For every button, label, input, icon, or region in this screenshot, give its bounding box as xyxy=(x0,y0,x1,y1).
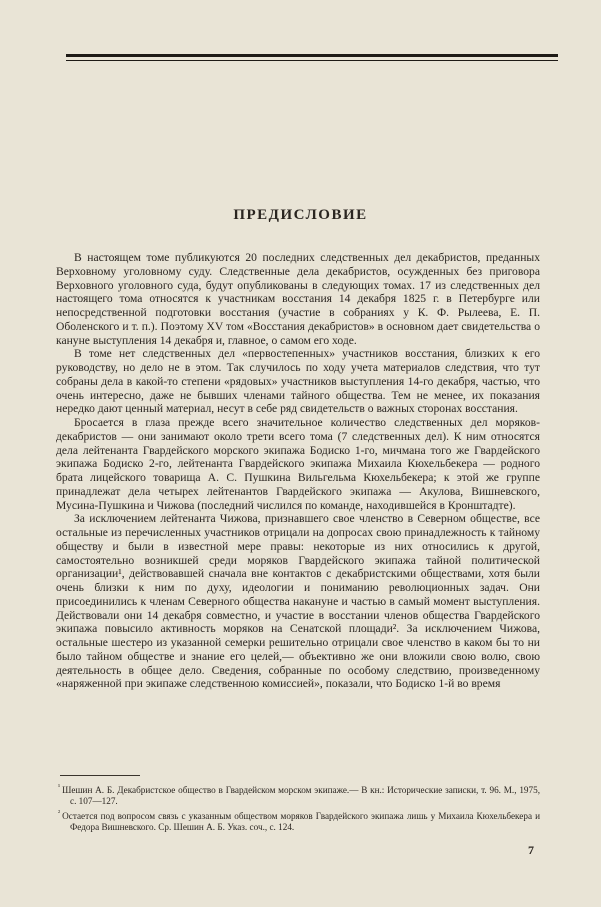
footnote-mark: ² xyxy=(58,809,61,818)
paragraph-2: В томе нет следственных дел «первостепенных» участников восстания, близких к его руководству, но дело не в этом. Так случилось по ходу учета материалов следствия, что тут собраны дела в какой-то степени «рядовых» участников выступления 14-го декабря, частью, что очень интересно, даже не бывших членами тайного общества. Тем не менее, их показания нередко дают ценный материал, несут в себе ряд свидетельств о важных сторонах восстания. xyxy=(56,347,540,416)
footnote-1 xyxy=(58,782,540,807)
page-title: ПРЕДИСЛОВИЕ xyxy=(233,207,368,223)
top-rule-thin xyxy=(66,60,558,61)
paragraph-1: В настоящем томе публикуются 20 последних следственных дел декабристов, преданных Верховному уголовному суду. Следственные дела декабристов, осужденных без приговора Верховного уголовного суда, будут опубликованы в следующих томах. 17 из следственных дел настоящего тома относятся к участникам восстания 14 декабря 1825 г. в Петербурге или непосредственной подготовки восстания (участие в собраниях у К. Ф. Рылеева, Е. П. Оболенского и т. п.). Поэтому XV том «Восстания декабристов» в основном дает свидетельства о кануне выступления 14 декабря и, главное, о самом его ходе. xyxy=(56,251,540,347)
top-rule-thick xyxy=(66,54,558,57)
main-text xyxy=(56,251,540,691)
footnotes xyxy=(58,782,540,834)
footnote-text: Остается под вопросом связь с указанным обществом моряков Гвардейского экипажа лишь у Михаила Кюхельбекера и Федора Вишневского. Ср. Шешин А. Б. Указ. соч., с. 124. xyxy=(62,811,540,833)
footnote-separator xyxy=(60,775,140,776)
footnote-mark: ¹ xyxy=(58,783,61,791)
paragraph-3: Бросается в глаза прежде всего значительное количество следственных дел моряков-декабристов — они занимают около трети всего тома (7 следственных дел). К ним относятся дела лейтенанта Гвардейского морского экипажа Бодиско 1-го, мичмана того же Гвардейского экипажа Бодиско 2-го, лейтенанта Гвардейского экипажа Михаила Кюхельбекера — родного брата лицейского товарища А. С. Пушкина Вильгельма Кюхельбекера; к этой же группе принадлежат дела четырех лейтенантов Гвардейского экипажа — Акулова, Вишневского, Мусина-Пушкина и Чижова (последний числился по команде, находившейся в Кронштадте). xyxy=(56,416,540,512)
footnote-2 xyxy=(58,808,540,833)
footnote-text: Шешин А. Б. Декабристское общество в Гвардейском морском экипаже.— В кн.: Исторические записки, т. 96. М., 1975, с. 107—127. xyxy=(62,785,540,807)
page-number: 7 xyxy=(528,843,534,857)
paragraph-4: За исключением лейтенанта Чижова, признавшего свое членство в Северном обществе, все остальные из перечисленных участников отрицали на допросах свою принадлежность к тайному обществу и были в известной мере правы: некоторые из них относились к другой, самостоятельно возникшей среди моряков Гвардейского экипажа тайной политической организации¹, действовавшей сначала вне контактов с декабристскими обществами, хотя были очень близки к ним по духу, идеологии и пониманию революционных задач. Они присоединились к членам Северного общества накануне и частью в самый момент выступления. Действовали они 14 декабря совместно, и участие в восстании членов общества Гвардейского экипажа повысило активность моряков на Сенатской площади². За исключением Чижова, остальные шестеро из указанной семерки решительно отрицали свое членство в каком бы то ни было тайном обществе и знание его целей,— объективно же они вложили свою волю, свою деятельность в общее дело. Сведения, собранные по особому следствию, произведенному «наряженной при экипаже следственною комиссией», показали, что Бодиско 1-й во время xyxy=(56,512,540,691)
